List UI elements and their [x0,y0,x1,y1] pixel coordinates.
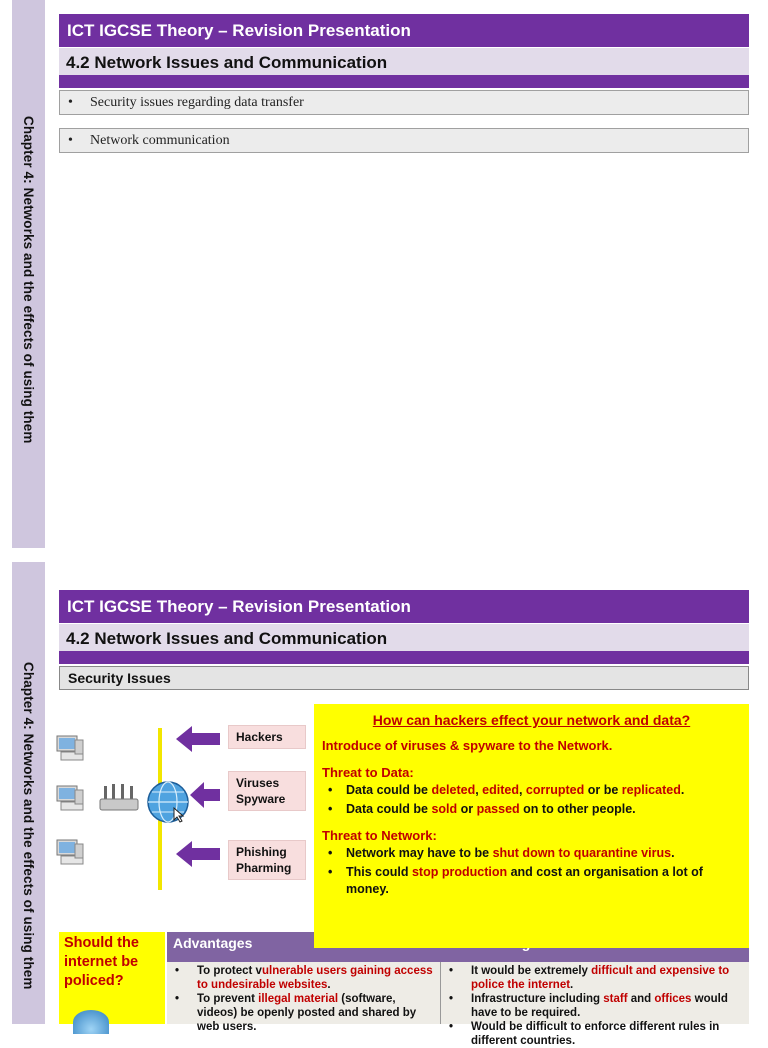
disadvantages-cell [441,962,749,1047]
computer-icon [55,838,85,866]
callout-intro: Introduce of viruses & spyware to the Network. [322,738,613,753]
bullet-icon: • [68,95,73,110]
hackers-callout [314,704,749,948]
router-icon [100,784,140,814]
list-item: • To prevent illegal material (software, videos) be openly posted and shared by web users. [171,992,436,1034]
purple-strip [59,651,749,664]
list-item: • Would be difficult to enforce different rules in different countries. [445,1020,745,1048]
slide-2 [0,562,768,1047]
computer-icon [55,734,85,762]
list-item: • It would be extremely difficult and expensive to police the internet. [445,964,745,992]
chapter-label-container [12,582,45,1042]
topic-bullet [59,128,749,153]
list-item: • This could stop production and cost an organisation a lot of money. [322,864,741,898]
chapter-label-container [12,20,45,540]
chapter-label: Chapter 4: Networks and the effects of using them [21,662,36,990]
threat-line: Pharming [236,861,292,875]
computer-icon [55,784,85,812]
list-item: • To protect vulnerable users gaining access to undesirable websites. [171,964,436,992]
threat-line: Phishing [236,845,287,859]
threat-label-hackers [228,725,306,749]
network-threat-list [322,845,741,898]
arrow-left-icon [190,782,220,808]
topic-text: Security issues regarding data transfer [90,95,304,110]
slide-subtitle: 4.2 Network Issues and Communication [59,48,749,77]
bullet-icon: • [68,133,73,148]
data-threat-list [322,782,741,818]
list-item: • Data could be sold or passed on to other people. [322,801,741,818]
section-heading: Security Issues [59,666,749,690]
topic-text: Network communication [90,133,230,148]
list-item: • Network may have to be shut down to quarantine virus. [322,845,741,862]
slide-title: ICT IGCSE Theory – Revision Presentation [59,590,749,623]
advantages-header: Advantages [167,932,441,962]
slide-subtitle: 4.2 Network Issues and Communication [59,624,749,653]
internet-globe-icon [146,780,190,824]
advantages-cell [167,962,441,1033]
threat-label-phishing [228,840,306,880]
list-item: • Data could be deleted, edited, corrupted or be replicated. [322,782,741,799]
chapter-label: Chapter 4: Networks and the effects of using them [21,116,36,444]
network-threat-heading: Threat to Network: [322,828,437,843]
question-text: Should the internet be policed? [64,935,139,989]
threat-line: Hackers [236,730,283,744]
table-question [59,932,165,1024]
arrow-left-icon [176,841,220,867]
list-item: • Infrastructure including staff and offices would have to be required. [445,992,745,1020]
threat-label-viruses [228,771,306,811]
slide-title: ICT IGCSE Theory – Revision Presentation [59,14,749,47]
callout-question: How can hackers effect your network and data? [372,712,691,728]
arrow-left-icon [176,726,220,752]
data-threat-heading: Threat to Data: [322,765,414,780]
purple-strip [59,75,749,88]
threat-line: Spyware [236,792,286,806]
topic-bullet [59,90,749,115]
globe-icon [73,1010,109,1034]
threat-line: Viruses [236,776,280,790]
